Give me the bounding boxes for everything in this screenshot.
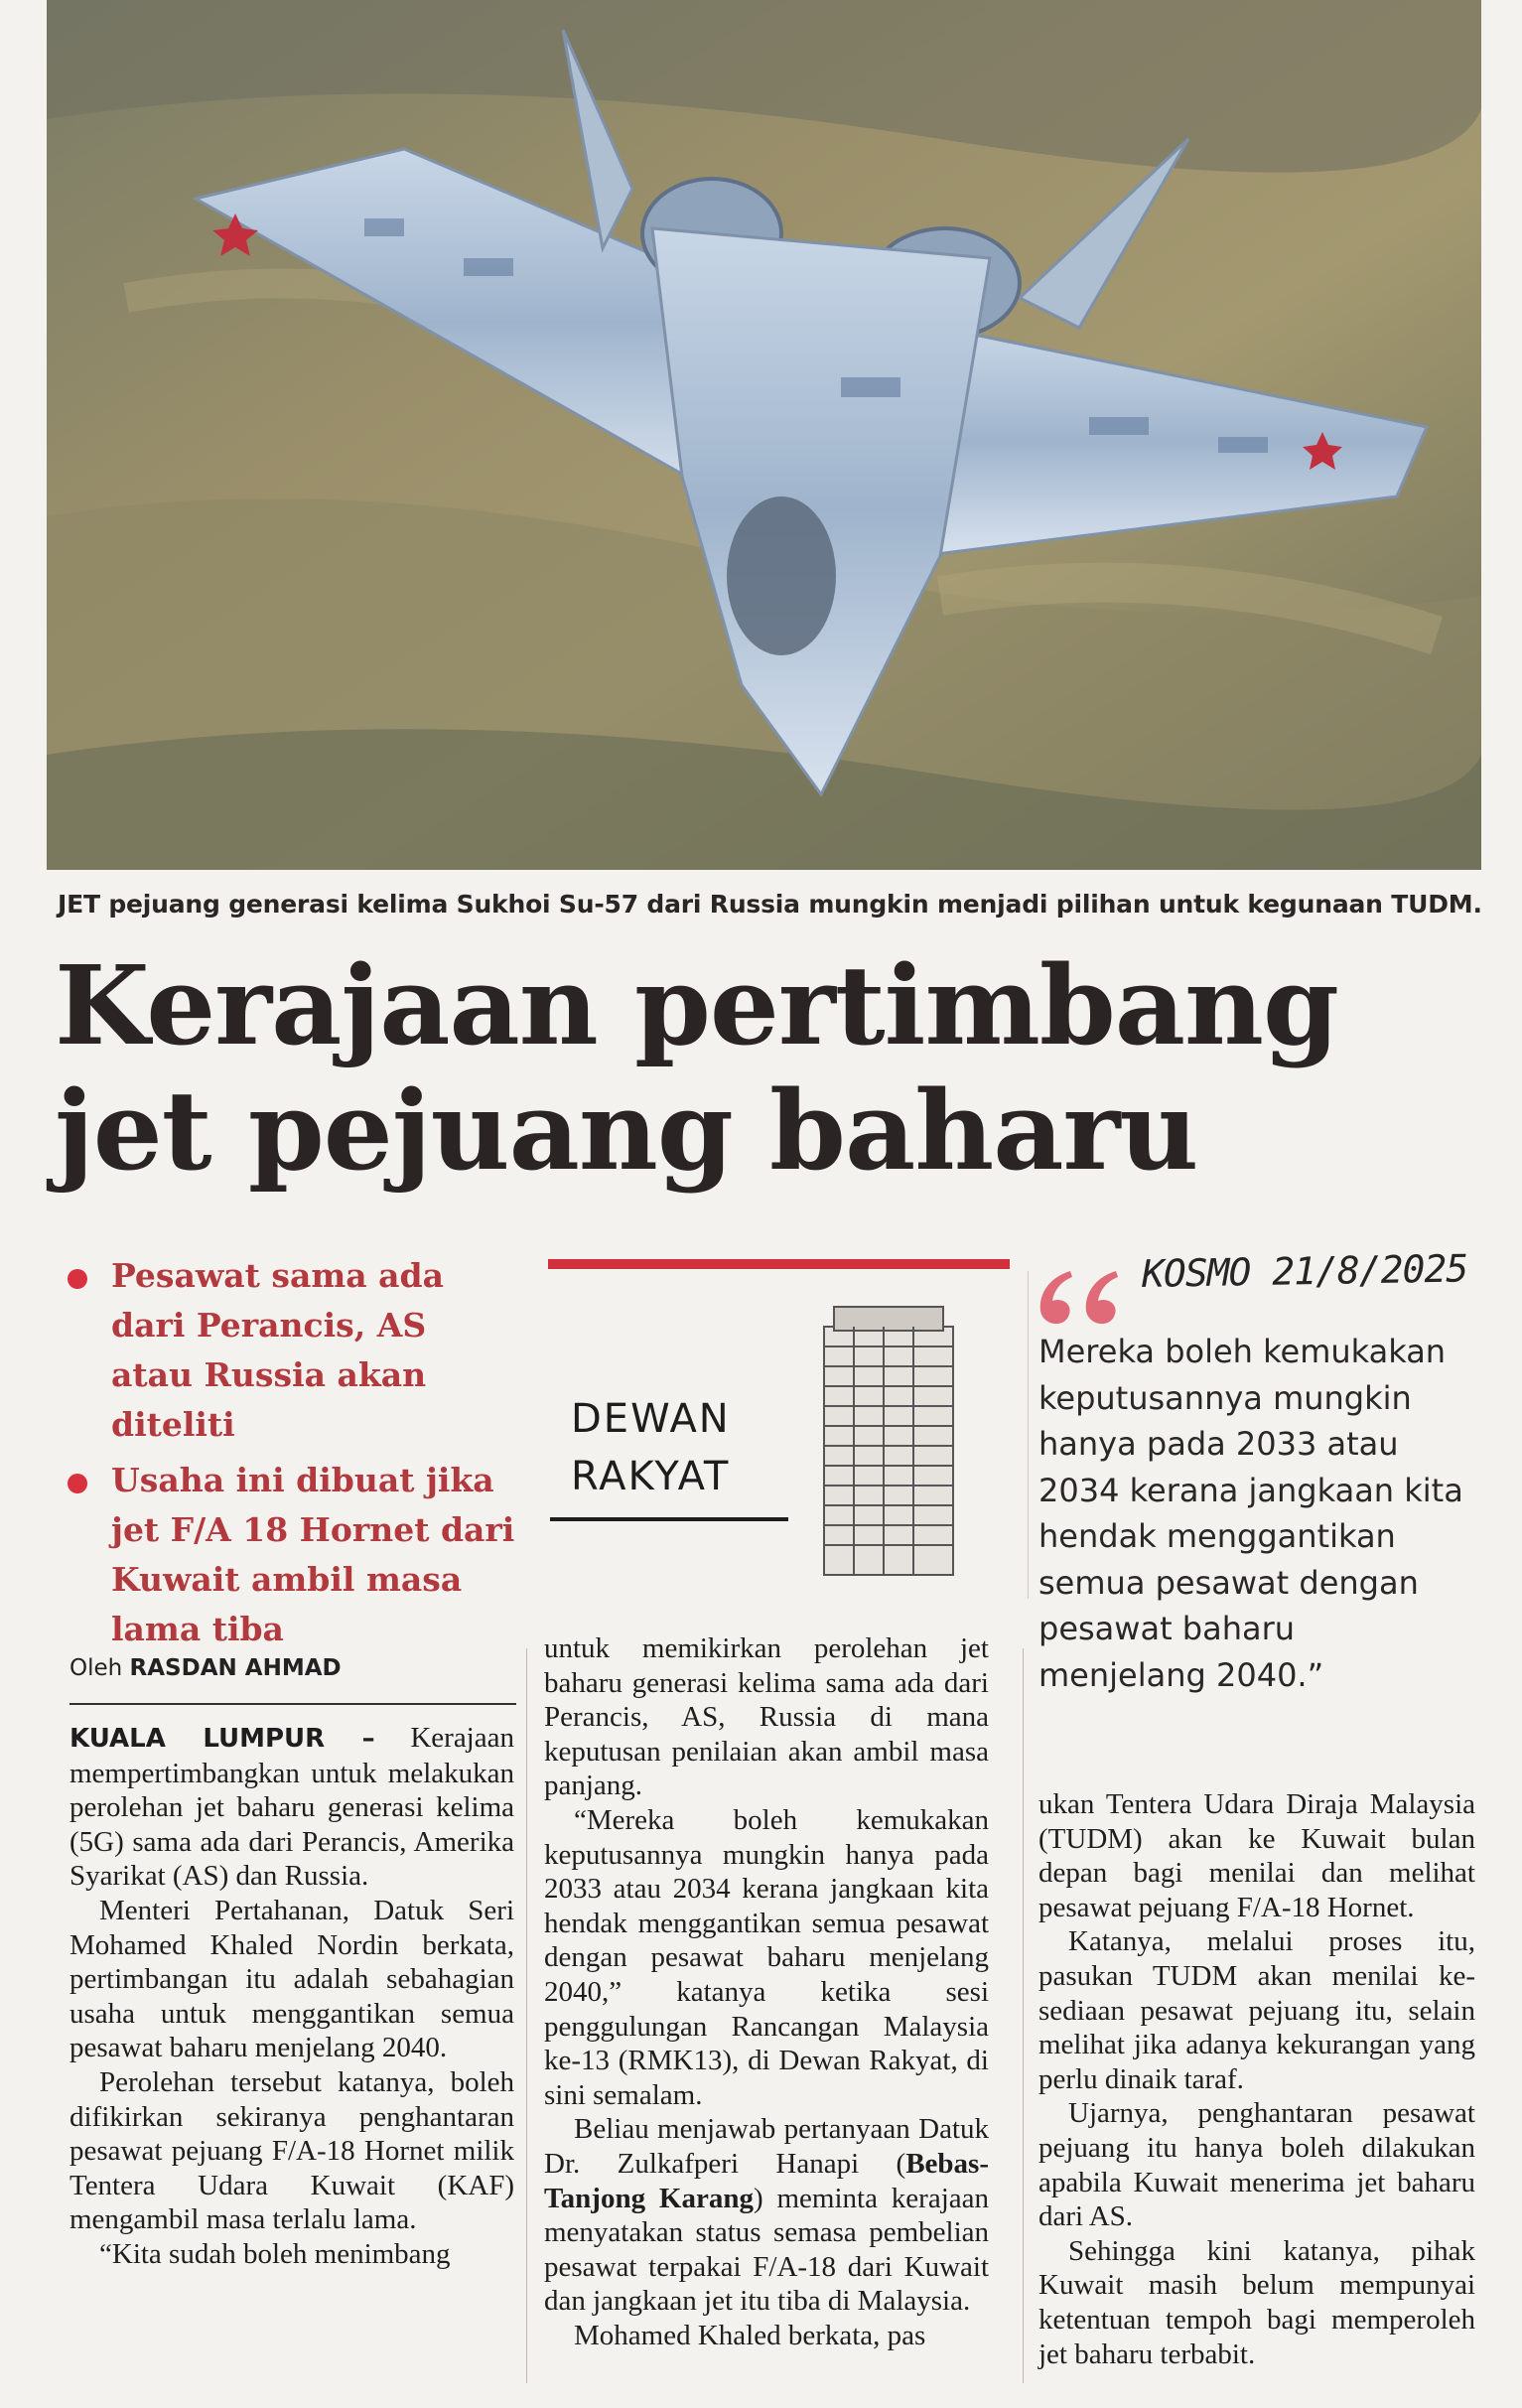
article-paragraph: ukan Tentera Udara Diraja Malaysia (TUDM) akan ke Kuwait bulan depan bagi menilai dan melihat pesawat pejuang F/A-18 Hornet. [1038,1788,1475,1923]
section-label-rule [550,1517,788,1521]
article-column-3 [1038,1787,1475,2371]
handwritten-date-note: KOSMO 21/8/2025 [1141,1246,1468,1297]
article-paragraph: Katanya, melalui proses itu, pasukan TUDM akan menilai kesediaan pesawat pejuang itu, selain melihat jika adanya kekurangan yang perlu dinaik taraf. [1038,1925,1475,2095]
section-label [571,1390,809,1505]
paragraph-text: Kerajaan mempertimbangkan untuk melakukan perolehan jet baharu generasi kelima (5G) sama ada dari Perancis, Amerika Syarikat (AS) dan Russia. [69,1722,514,1893]
section-accent-bar [548,1259,1010,1269]
headline [55,943,1484,1194]
column-divider [1023,1648,1024,2383]
section-label-line-1: DEWAN [571,1396,731,1442]
summary-bullets [60,1251,516,1660]
parliament-building-icon [814,1287,973,1585]
article-paragraph: “Mereka boleh kemukakan keputusannya mungkin hanya pada 2033 atau 2034 kerana jangkaan kita hendak menggantikan semua pesawat dengan pesawat baharu menjelang 2040,” katanya ketika sesi penggulungan Rancangan Malaysia ke-13 (RMK13), di Dewan Rakyat, di sini semalam. [544,1803,989,2111]
article-paragraph: Mohamed Khaled berkata, pas [574,2319,926,2351]
article-paragraph: untuk memikirkan perolehan jet baharu generasi kelima sama ada dari Perancis, AS, Russia di mana keputusan penilaian akan ambil masa panjang. [544,1632,989,1802]
constituency-name: Bebas-Tanjong Karang [544,2147,989,2214]
section-label-line-2: RAKYAT [571,1454,731,1499]
quote-mark-icon [1033,1263,1122,1333]
bullet-dot-icon [68,1474,87,1493]
bullet-dot-icon [68,1269,87,1289]
pull-quote: Mereka boleh kemukakan keputusannya mungkin hanya pada 2033 atau 2034 kerana jangkaan kita hendak menggantikan semua pesawat dengan pesawat baharu menjelang 2040.” [1038,1333,1463,1694]
byline-prefix: Oleh [69,1655,123,1681]
article-paragraph: Menteri Pertahanan, Datuk Seri Mohamed Khaled Nordin berkata, pertimbangan itu adalah sebahagian usaha untuk menggantikan semua pesawat baharu menjelang 2040. [69,1894,514,2064]
column-divider [1028,1271,1029,1599]
paragraph-text: Beliau menjawab pertanyaan Datuk Dr. Zulkafperi Hanapi ( [544,2113,989,2180]
photo-caption: JET pejuang generasi kelima Sukhoi Su-57 dari Russia mungkin menjadi pilihan untuk kegunaan TUDM. [58,890,1482,919]
byline-author: RASDAN AHMAD [129,1655,342,1681]
headline-line-2: jet pejuang baharu [55,1066,1198,1195]
bullet-item [60,1251,516,1450]
column-divider [526,1648,527,2383]
article-column-2 [544,1631,989,2352]
dateline: KUALA LUMPUR – [69,1724,375,1754]
bullet-text: Usaha ini dibuat jika jet F/A 18 Hornet dari Kuwait ambil masa lama tiba [111,1461,515,1648]
article-paragraph: Sehingga kini katanya, pihak Kuwait masih belum mempunyai ketentuan tempoh bagi memperoleh jet baharu terbabit. [1038,2234,1475,2370]
article-paragraph: Perolehan tersebut katanya, boleh difikirkan sekiranya penghantaran pesawat pejuang F/A-18 Hornet milik Tentera Udara Kuwait (KAF) mengambil masa terlalu lama. [69,2065,514,2236]
fighter-jet-illustration [47,0,1481,870]
article-paragraph [544,2112,989,2319]
byline [69,1655,342,1681]
article-paragraph: “Kita sudah boleh menimbang [99,2237,451,2270]
paragraph-text: ) meminta kerajaan menyatakan status semasa pembelian pesawat terpakai F/A-18 dari Kuwait dan jangkaan jet itu tiba di Malaysia. [544,2182,989,2318]
fighter-jet-photo [47,0,1481,870]
byline-rule [69,1703,516,1705]
headline-line-1: Kerajaan pertimbang [55,941,1338,1069]
article-paragraph: Ujarnya, penghantaran pesawat pejuang itu hanya boleh dilakukan apabila Kuwait menerima jet baharu dari AS. [1038,2097,1475,2233]
article-paragraph [69,1721,514,1894]
bullet-item [60,1456,516,1654]
bullet-text: Pesawat sama ada dari Perancis, AS atau Russia akan diteliti [111,1256,444,1444]
article-column-1 [69,1721,514,2272]
